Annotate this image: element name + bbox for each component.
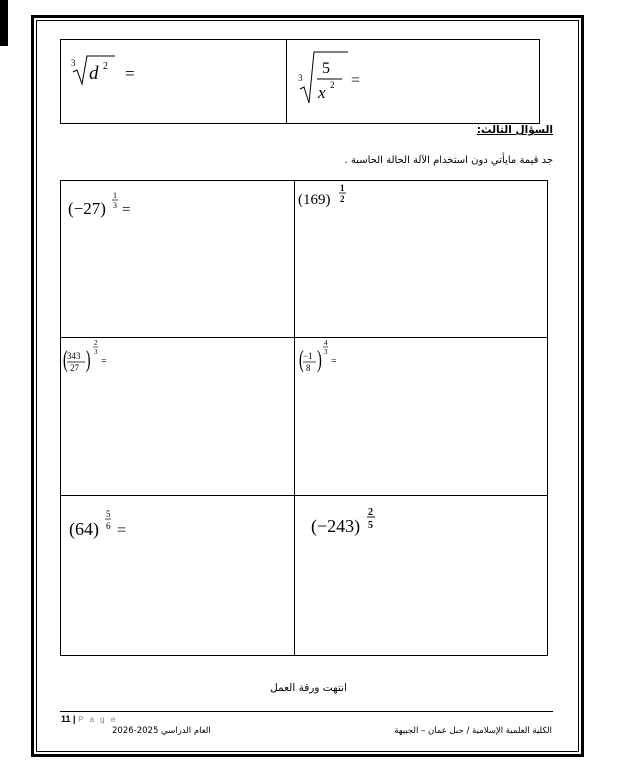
svg-text:2: 2	[368, 507, 373, 518]
footer-rule	[60, 711, 553, 712]
svg-text:3: 3	[324, 348, 328, 356]
page-label: P a g e	[78, 715, 118, 724]
academic-year: العام الدراسي 2025-2026	[112, 726, 211, 736]
svg-text:4: 4	[324, 339, 328, 347]
top-table-divider	[286, 40, 287, 123]
page-number-value: 11	[61, 714, 71, 724]
svg-text:(64): (64)	[69, 519, 99, 539]
end-of-worksheet-note: انتهت ورقة العمل	[270, 682, 347, 694]
svg-text:=: =	[122, 202, 131, 218]
svg-text:2: 2	[94, 339, 98, 347]
svg-text:1: 1	[113, 191, 117, 200]
svg-text:8: 8	[306, 363, 311, 373]
exercise-grid	[60, 180, 548, 656]
svg-text:343: 343	[67, 351, 81, 361]
svg-text:5: 5	[106, 509, 111, 519]
college-name: الكلية العلمية الإسلامية / جبل عمان – الجبيهة	[394, 726, 552, 736]
question-instruction: جد قيمة مايأتي دون استخدام الآلة الحالة الحاسبة .	[344, 155, 553, 166]
svg-text:=: =	[331, 356, 337, 367]
svg-text:27: 27	[70, 363, 79, 373]
grid-row-line-2	[61, 495, 547, 496]
svg-text:(−27): (−27)	[68, 199, 106, 218]
expr-neg27-pow-1-3	[68, 186, 148, 226]
svg-text:5: 5	[322, 60, 330, 77]
svg-text:=: =	[101, 356, 107, 367]
svg-text:d: d	[89, 63, 99, 84]
svg-text:1: 1	[340, 183, 345, 193]
svg-text:3: 3	[298, 73, 303, 83]
svg-text:=: =	[125, 64, 135, 83]
svg-text:2: 2	[103, 61, 108, 72]
cube-root-5-over-x-squared	[298, 49, 388, 111]
svg-text:=: =	[117, 522, 127, 539]
cube-root-d-squared	[69, 48, 159, 88]
svg-text:(: (	[63, 346, 68, 374]
svg-text:3: 3	[71, 58, 76, 68]
svg-text:(−243): (−243)	[311, 516, 361, 536]
svg-text:2: 2	[330, 80, 335, 90]
svg-text:): )	[85, 346, 91, 374]
expr-343-27-pow-2-3	[63, 337, 133, 377]
svg-text:(169): (169)	[298, 192, 331, 208]
page-number	[61, 714, 117, 724]
expr-neg243-pow-2-5	[311, 502, 391, 542]
svg-text:): )	[317, 346, 322, 374]
svg-text:2: 2	[340, 194, 345, 204]
left-edge-bar	[0, 0, 8, 46]
svg-text:x: x	[318, 83, 326, 102]
svg-text:(: (	[299, 346, 304, 374]
svg-text:−1: −1	[303, 351, 313, 361]
svg-text:3: 3	[113, 201, 117, 210]
svg-text:6: 6	[106, 521, 111, 531]
page-number-separator: |	[73, 714, 76, 724]
expr-64-pow-5-6	[69, 505, 139, 549]
grid-vertical-line	[294, 181, 295, 655]
svg-text:=: =	[351, 72, 361, 89]
question-title: السؤال الثالث:	[476, 124, 553, 136]
top-table	[60, 39, 540, 124]
svg-text:5: 5	[368, 520, 373, 531]
expr-neg1-8-pow-4-3	[299, 337, 369, 377]
svg-text:3: 3	[94, 348, 98, 356]
expr-169-pow-1-2	[298, 182, 368, 218]
